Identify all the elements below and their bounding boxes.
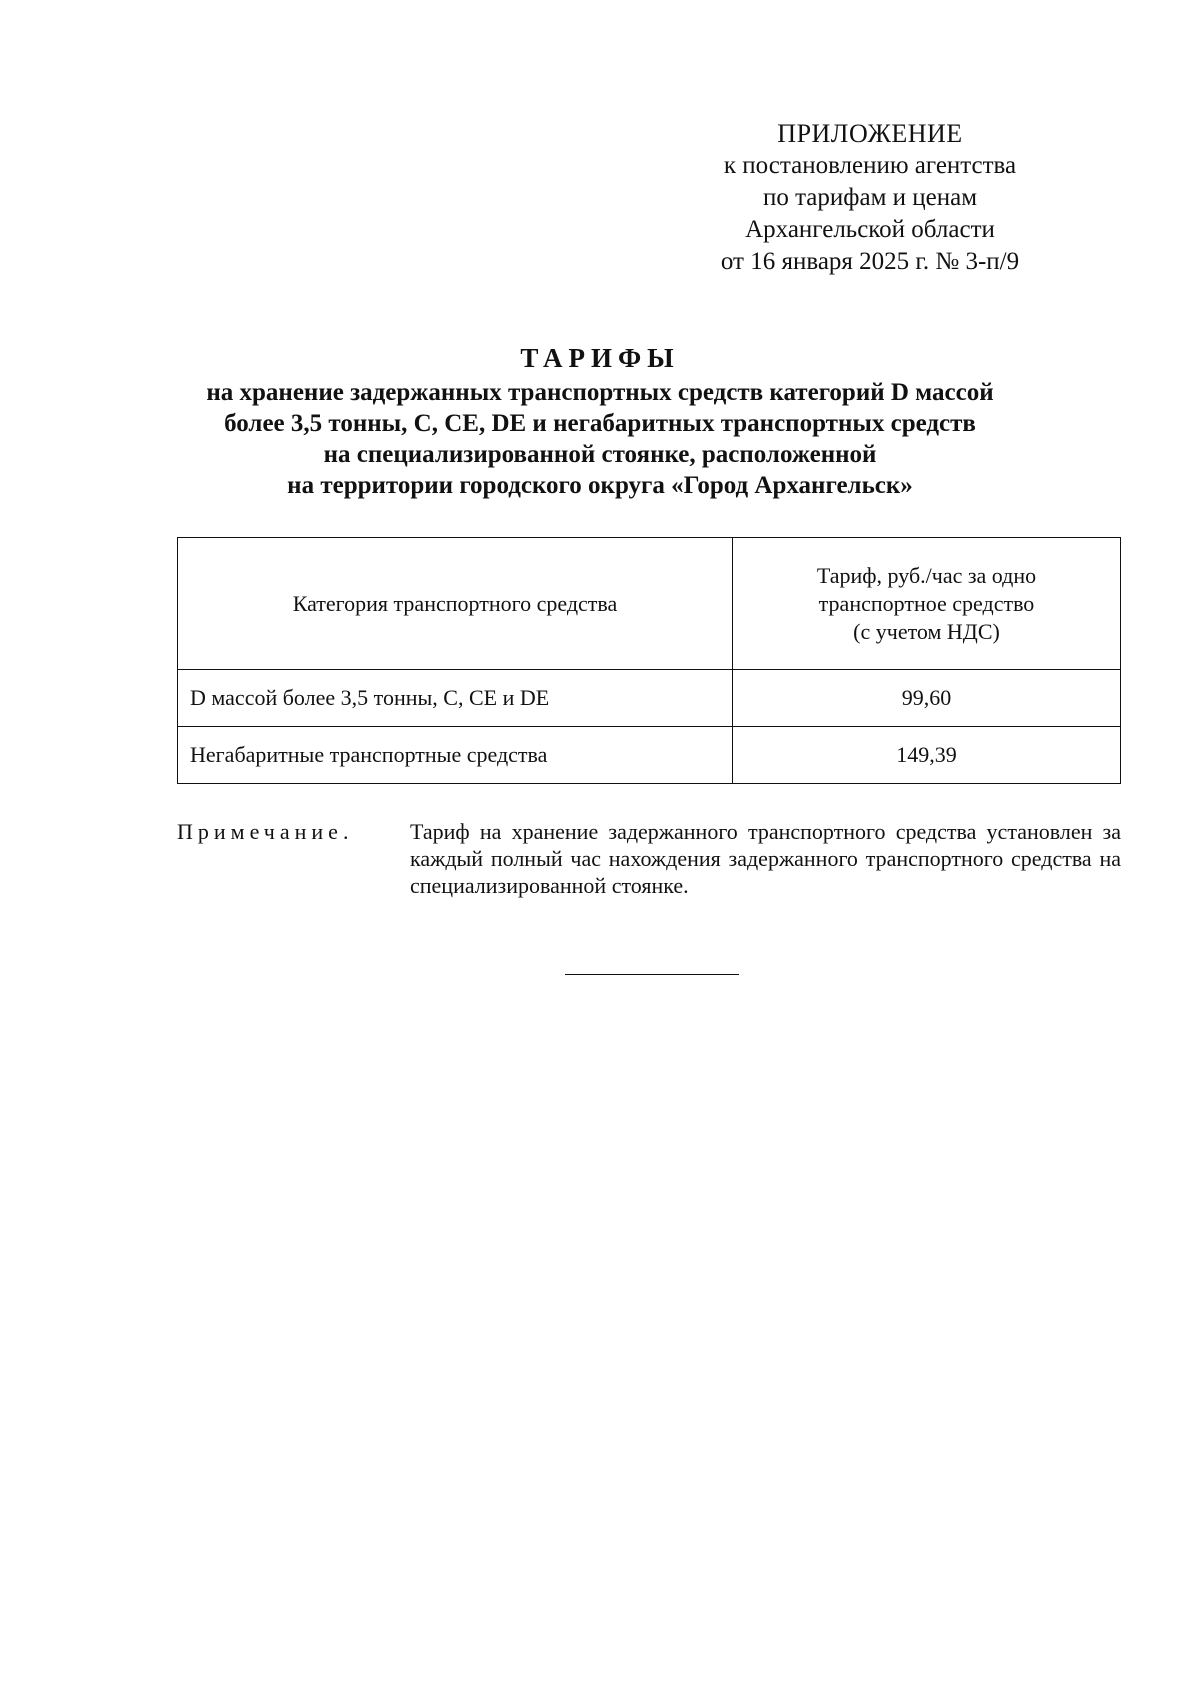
appendix-line-1: к постановлению агентства <box>723 152 1017 179</box>
header-tariff <box>733 538 1121 670</box>
tariff-table <box>177 537 1121 784</box>
heading-line-3: на специализированной стоянке, расположенной <box>323 441 877 468</box>
row-category: D массой более 3,5 тонны, C, CE и DE <box>178 670 733 727</box>
table-row <box>178 727 1121 784</box>
appendix-line-3: Архангельской области <box>745 216 995 243</box>
appendix-line-4: от 16 января 2025 г. № 3-п/9 <box>720 248 1020 275</box>
table-header-row <box>178 538 1121 670</box>
row-tariff: 99,60 <box>733 670 1121 727</box>
header-tariff-line-1: Тариф, руб./час за одно <box>816 562 1037 588</box>
table-row <box>178 670 1121 727</box>
header-category <box>178 538 733 670</box>
row-category: Негабаритные транспортные средства <box>178 727 733 784</box>
page-title: ТАРИФЫ <box>520 343 680 373</box>
heading-line-4: на территории городского округа «Город Архангельск» <box>287 472 913 499</box>
heading-line-1: на хранение задержанных транспортных средств категорий D массой <box>206 379 994 406</box>
note-label: Примечание. <box>177 819 354 844</box>
document-heading <box>150 343 1050 501</box>
appendix-title: ПРИЛОЖЕНИЕ <box>777 119 963 148</box>
header-category-label: Категория транспортного средства <box>292 590 618 616</box>
note-text: Тариф на хранение задержанного транспортного средства установлен за каждый полный час нахождения задержанного транспортного средства на специализированной стоянке. <box>410 819 1121 898</box>
appendix-line-2: по тарифам и ценам <box>762 184 978 211</box>
header-tariff-line-2: транспортное средство <box>818 590 1035 616</box>
appendix-block <box>690 118 1050 278</box>
header-tariff-line-3: (с учетом НДС) <box>853 618 1000 644</box>
row-tariff: 149,39 <box>733 727 1121 784</box>
heading-line-2: более 3,5 тонны, C, CE, DE и негабаритных транспортных средств <box>224 410 976 437</box>
end-separator-line <box>565 974 739 975</box>
